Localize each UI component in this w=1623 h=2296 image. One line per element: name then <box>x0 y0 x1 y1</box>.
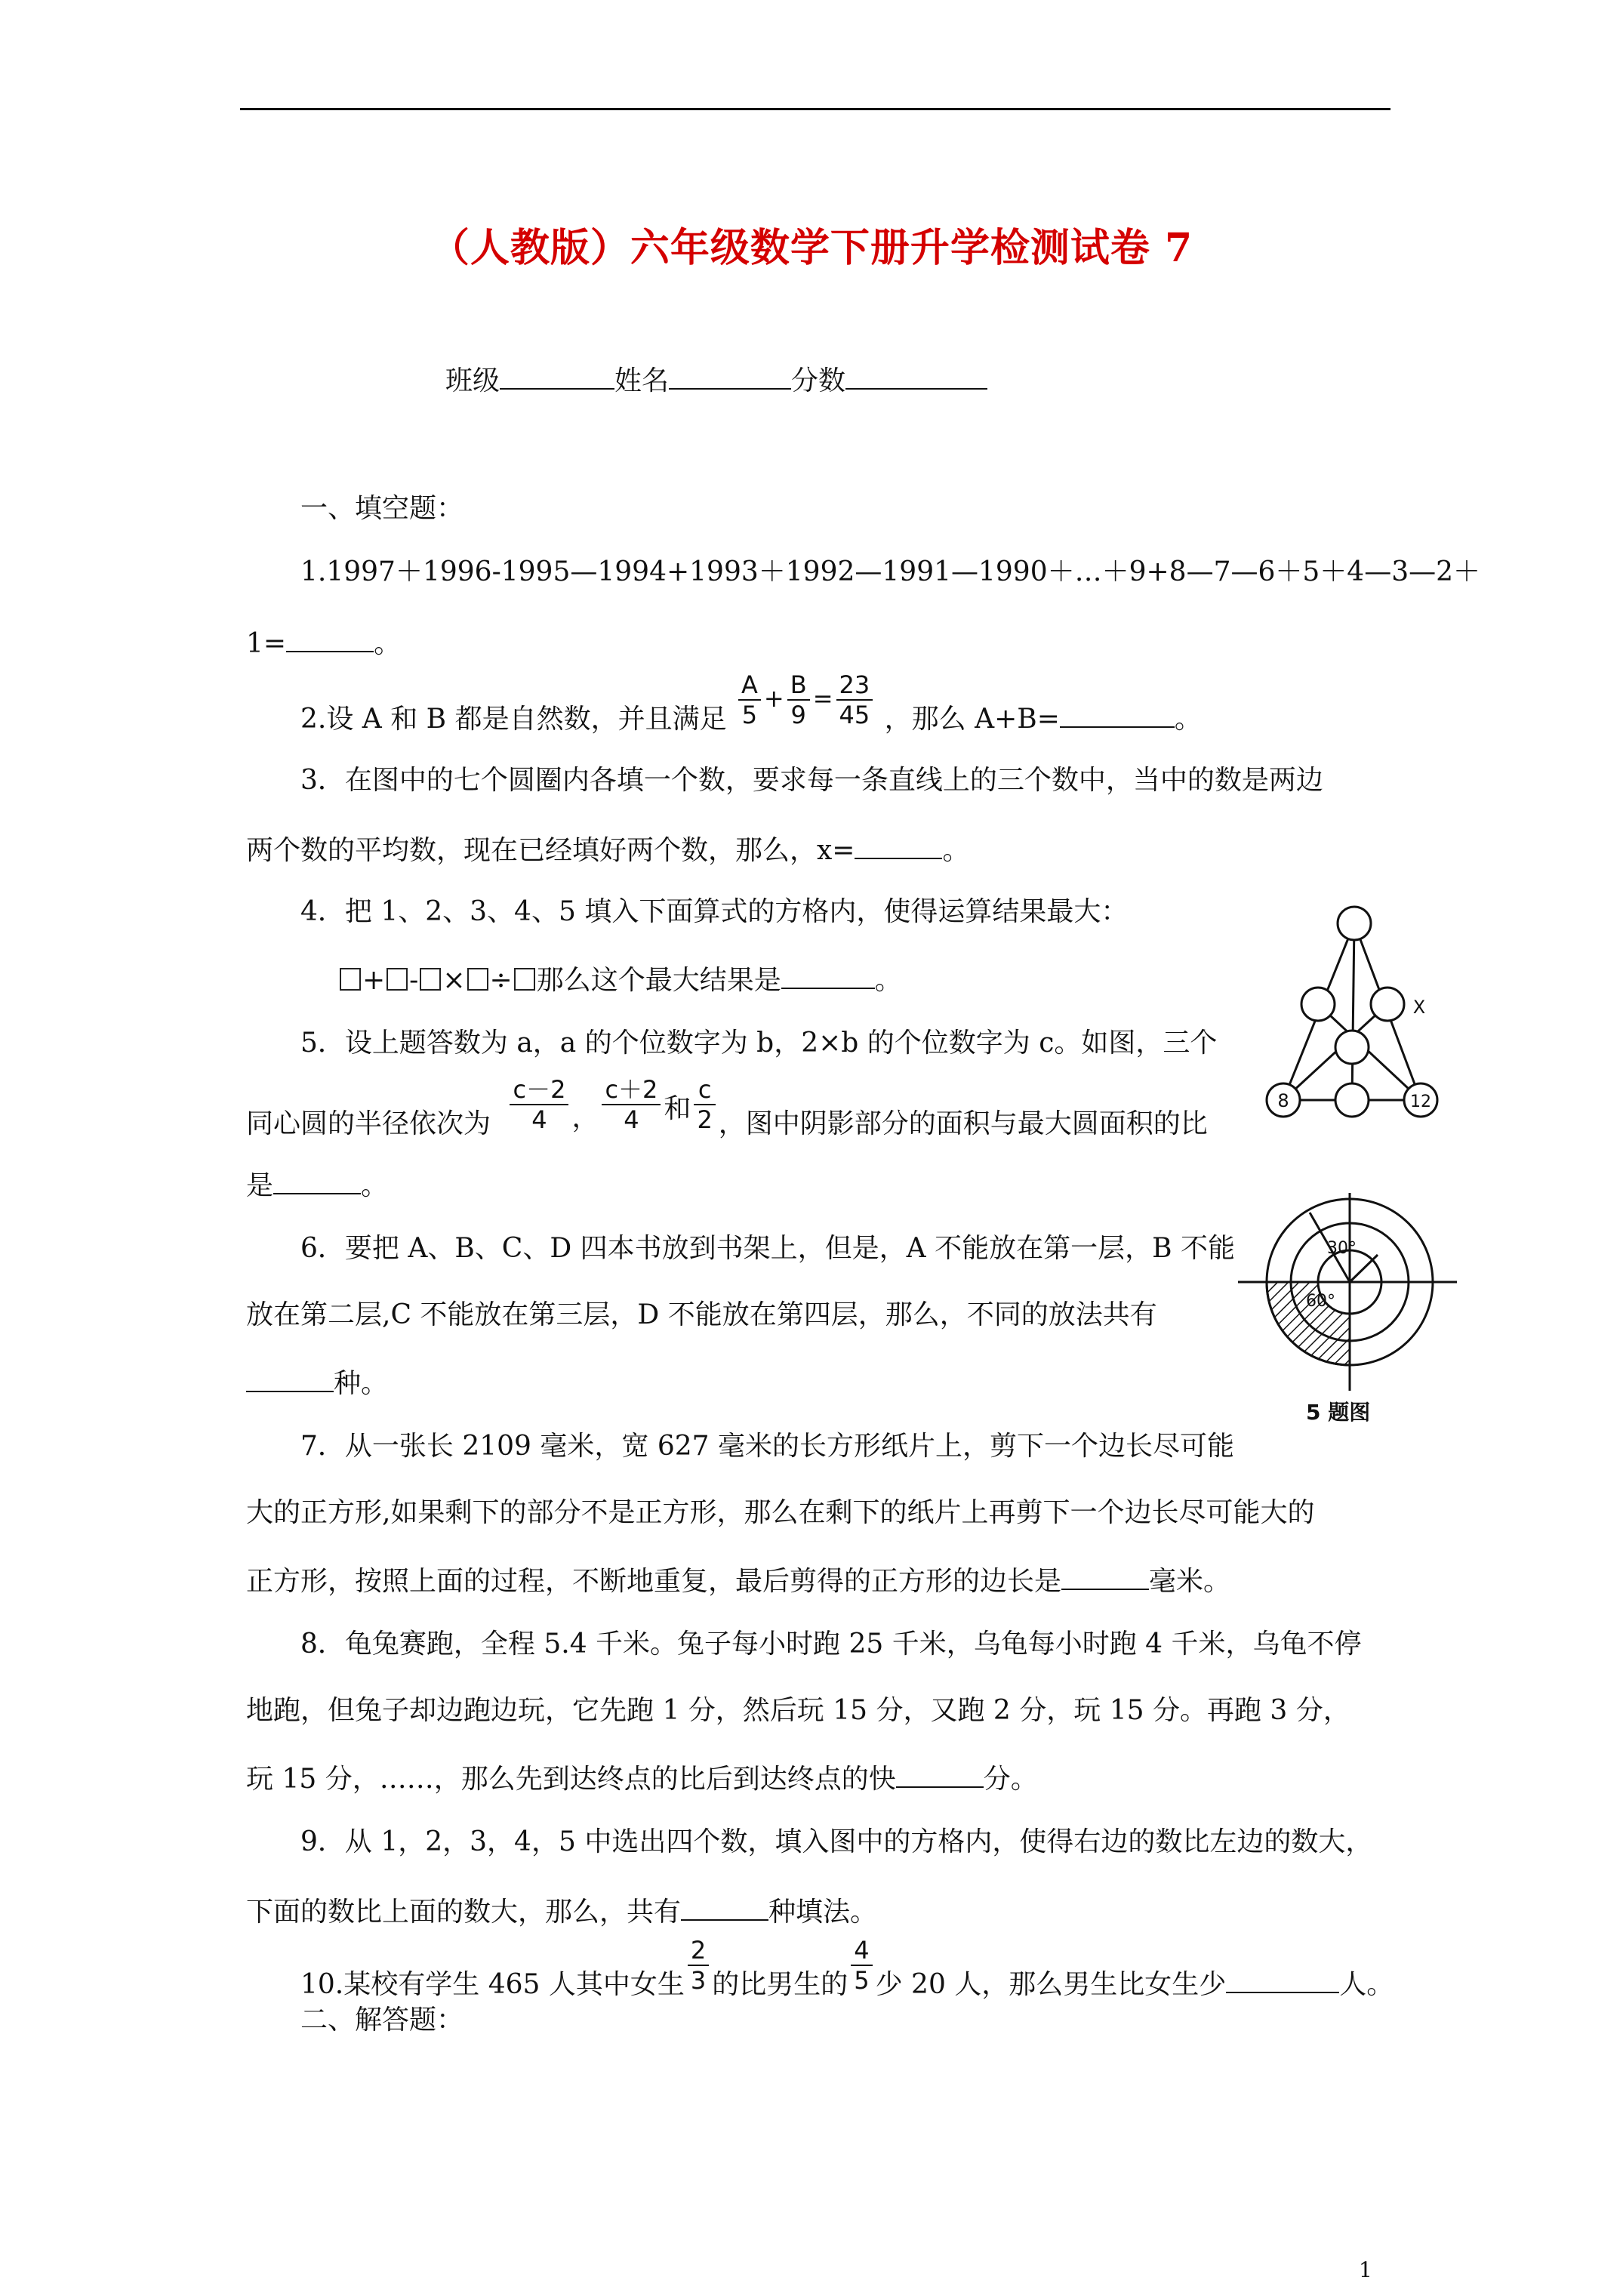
blank-box[interactable] <box>467 968 488 991</box>
blank-box[interactable] <box>340 968 361 991</box>
section-heading-2: 二、解答题： <box>300 2005 464 2036</box>
q6-end: 种。 <box>334 1368 389 1399</box>
q1-line1: 1.1997＋1996-1995—1994+1993＋1992—1991—1990＋…＋9+8—7—6＋5＋4—3—2＋ <box>300 556 1481 587</box>
fraction-c-minus-2-over-4: $\frac{c-2}{4}$ <box>510 1075 568 1134</box>
page-title: （人教版）六年级数学下册升学检测试卷 7 <box>430 225 1193 271</box>
q1-answer-blank[interactable] <box>286 624 374 652</box>
q9-answer-blank[interactable] <box>681 1892 768 1921</box>
q7-text: 正方形，按照上面的过程，不断地重复，最后剪得的正方形的边长是 <box>246 1566 1062 1597</box>
class-blank[interactable] <box>500 361 614 390</box>
and-word: 和 <box>664 1093 691 1124</box>
q7-line3 <box>246 1561 1230 1598</box>
angle-60-label: 60° <box>1306 1292 1335 1311</box>
q2-text: 2.设 A 和 B 都是自然数，并且满足 <box>300 704 727 735</box>
q7-line2: 大的正方形,如果剩下的部分不是正方形，那么在剩下的纸片上再剪下一个边长尽可能大的 <box>246 1497 1315 1528</box>
q10-end: 人。 <box>1339 1969 1394 2000</box>
blank-box[interactable] <box>514 968 535 991</box>
q2-end: 。 <box>1174 704 1202 735</box>
q10-mid: 的比男生的 <box>712 1969 848 2000</box>
q10-suffix: 少 20 人，那么男生比女生少 <box>875 1969 1227 2000</box>
header-rule <box>240 108 1390 110</box>
name-blank[interactable] <box>669 361 791 390</box>
q2-line <box>300 670 1202 736</box>
q5-line1: 5．设上题答数为 a，a 的个位数字为 b，2×b 的个位数字为 c。如图，三个 <box>300 1028 1218 1059</box>
divide-op: ÷ <box>489 965 513 996</box>
q10-line <box>300 1936 1394 2002</box>
fraction-c-plus-2-over-4: $\frac{c+2}{4}$ <box>602 1075 661 1134</box>
fraction-23-over-45: $\frac{23}{45}$ <box>836 670 873 729</box>
score-label: 分数 <box>791 365 846 396</box>
q3-line1: 3．在图中的七个圆圈内各填一个数，要求每一条直线上的三个数中，当中的数是两边 <box>300 765 1323 796</box>
q9-end: 种填法。 <box>768 1897 878 1928</box>
equals-sign: = <box>812 684 833 713</box>
fraction-4-over-5: $\frac{4}{5}$ <box>851 1936 872 1995</box>
q6-line2: 放在第二层,C 不能放在第三层，D 不能放在第四层，那么，不同的放法共有 <box>246 1299 1157 1330</box>
q5-end: 。 <box>361 1170 389 1201</box>
page-number: 1 <box>1359 2257 1372 2282</box>
class-label: 班级 <box>445 365 500 396</box>
plus-sign: + <box>763 684 784 713</box>
q7-answer-blank[interactable] <box>1061 1561 1149 1590</box>
info-line <box>445 361 987 398</box>
q1-text: 1= <box>246 628 287 659</box>
q9-line2 <box>246 1892 877 1929</box>
q5-concentric-circles-figure <box>1238 1193 1464 1435</box>
x-label: X <box>1412 997 1426 1018</box>
q6-line1: 6．要把 A、B、C、D 四本书放到书架上，但是，A 不能放在第一层，B 不能 <box>300 1233 1235 1264</box>
circle-node <box>1301 988 1335 1021</box>
q5-text: 同心圆的半径依次为 <box>246 1108 491 1139</box>
q5-suffix: ，图中阴影部分的面积与最大圆面积的比 <box>718 1108 1208 1139</box>
comma: ， <box>571 1102 599 1133</box>
q7-line1: 7．从一张长 2109 毫米，宽 627 毫米的长方形纸片上，剪下一个边长尽可能 <box>300 1431 1235 1462</box>
q8-end: 分。 <box>983 1764 1038 1795</box>
blank-box[interactable] <box>387 968 408 991</box>
q2-answer-blank[interactable] <box>1060 699 1175 728</box>
q5-text: 是 <box>246 1170 274 1201</box>
q8-text: 玩 15 分，……，那么先到达终点的比后到达终点的快 <box>246 1764 896 1795</box>
times-op: × <box>442 965 466 996</box>
eight-label: 8 <box>1277 1090 1289 1111</box>
q5-answer-blank[interactable] <box>273 1166 361 1194</box>
q4-line2 <box>338 960 902 997</box>
circle-node <box>1335 1031 1369 1064</box>
angle-30-label: 30° <box>1327 1239 1357 1258</box>
q3-line2 <box>246 831 969 868</box>
q6-line3 <box>246 1364 388 1401</box>
fraction-c-over-2: $\frac{c}{2}$ <box>694 1075 715 1134</box>
q8-line3 <box>246 1759 1038 1796</box>
name-label: 姓名 <box>614 365 670 396</box>
section-heading-1: 一、填空题： <box>300 493 464 524</box>
q8-answer-blank[interactable] <box>896 1759 984 1788</box>
q4-end: 。 <box>874 965 902 996</box>
q1-line2 <box>246 624 401 661</box>
circle-node <box>1338 907 1371 940</box>
q9-text: 下面的数比上面的数大，那么，共有 <box>246 1897 682 1928</box>
twelve-label: 12 <box>1410 1093 1431 1111</box>
plus-op: + <box>362 965 386 996</box>
q3-end: 。 <box>942 835 970 866</box>
q3-text: 两个数的平均数，现在已经填好两个数，那么，x= <box>246 835 855 866</box>
score-blank[interactable] <box>845 361 987 390</box>
q4-text: 那么这个最大结果是 <box>536 965 781 996</box>
q10-answer-blank[interactable] <box>1226 1965 1339 1993</box>
q9-line1: 9．从 1，2，3，4，5 中选出四个数，填入图中的方格内，使得右边的数比左边的数大， <box>300 1826 1373 1857</box>
q5-line2 <box>246 1075 1208 1141</box>
q8-line2: 地跑，但兔子却边跑边玩，它先跑 1 分，然后玩 15 分，又跑 2 分，玩 15 分。再跑 3 分， <box>246 1695 1350 1726</box>
q7-end: 毫米。 <box>1149 1566 1231 1597</box>
q6-answer-blank[interactable] <box>246 1364 334 1392</box>
q8-line1: 8．龟兔赛跑，全程 5.4 千米。兔子每小时跑 25 千米，乌龟每小时跑 4 千米，乌龟不停 <box>300 1629 1362 1660</box>
q5-line3 <box>246 1166 388 1203</box>
circle-node <box>1371 988 1404 1021</box>
q10-text: 10.某校有学生 465 人其中女生 <box>300 1969 685 2000</box>
fraction-2-over-3: $\frac{2}{3}$ <box>688 1936 709 1995</box>
q4-answer-blank[interactable] <box>781 960 875 989</box>
q2-suffix: ，那么 A+B= <box>884 704 1060 735</box>
minus-op: - <box>409 965 419 996</box>
q3-circle-triangle-figure <box>1253 902 1449 1129</box>
q3-answer-blank[interactable] <box>855 831 942 859</box>
blank-box[interactable] <box>420 968 441 991</box>
circle-node <box>1335 1083 1369 1117</box>
fraction-b-over-9: $\frac{B}{9}$ <box>787 670 810 729</box>
q4-line1: 4．把 1、2、3、4、5 填入下面算式的方格内，使得运算结果最大： <box>300 896 1129 927</box>
q1-end: 。 <box>374 628 402 659</box>
fraction-a-over-5: $\frac{A}{5}$ <box>738 670 761 729</box>
figure-caption: 5 题图 <box>1306 1400 1371 1425</box>
